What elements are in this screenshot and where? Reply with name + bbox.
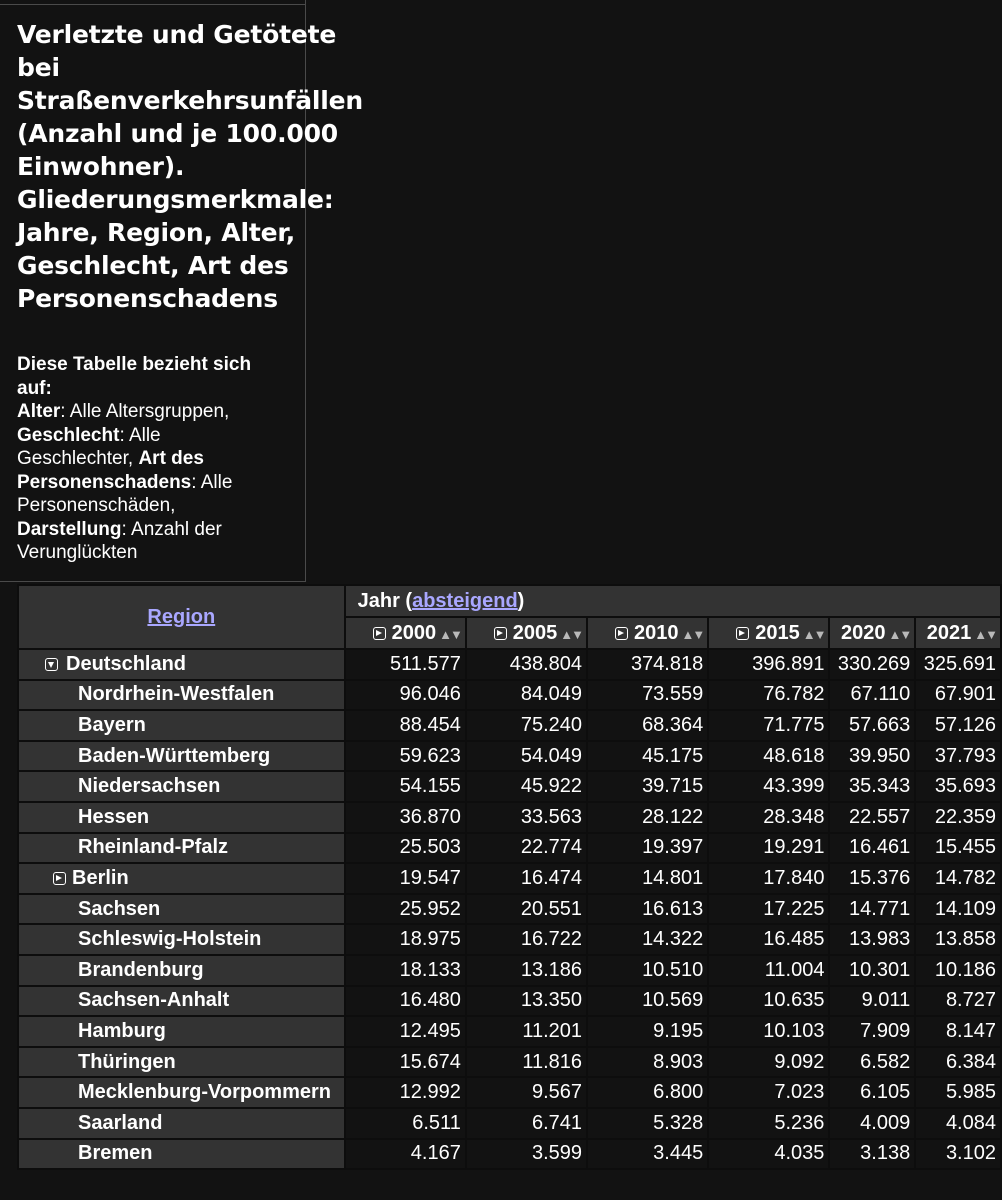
table-cell: 48.618: [708, 741, 829, 772]
table-cell: 15.674: [345, 1047, 466, 1078]
region-label: Bremen: [78, 1142, 153, 1165]
table-row: [18, 1016, 1001, 1047]
table-cell: 6.582: [829, 1047, 915, 1078]
table-cell: 76.782: [708, 680, 829, 711]
table-cell: 10.103: [708, 1016, 829, 1047]
table-row: [18, 1139, 1001, 1170]
table-cell: 84.049: [466, 680, 587, 711]
region-row-header: [18, 986, 345, 1017]
region-row-header[interactable]: [18, 649, 345, 680]
table-cell: 45.922: [466, 771, 587, 802]
table-cell: 5.236: [708, 1108, 829, 1139]
table-cell: 67.110: [829, 680, 915, 711]
table-cell: 6.741: [466, 1108, 587, 1139]
table-row: [18, 802, 1001, 833]
table-cell: 7.023: [708, 1077, 829, 1108]
table-cell: 19.547: [345, 863, 466, 894]
table-title: Verletzte und Getötete bei Straßenverkehrsunfällen (Anzahl und je 100.000 Einwohner). Gliederungsmerkmale: Jahre, Region, Alter, Geschlecht, Art des Personenschadens: [17, 20, 364, 313]
table-cell: 325.691: [915, 649, 1001, 680]
table-cell: 11.004: [708, 955, 829, 986]
table-cell: 9.567: [466, 1077, 587, 1108]
table-cell: 11.816: [466, 1047, 587, 1078]
table-row: [18, 1108, 1001, 1139]
table-cell: 43.399: [708, 771, 829, 802]
year-label: 2021: [926, 621, 972, 644]
table-cell: 13.858: [915, 924, 1001, 955]
table-cell: 14.782: [915, 863, 1001, 894]
region-label: Sachsen-Anhalt: [78, 989, 230, 1012]
table-cell: 17.840: [708, 863, 829, 894]
table-cell: 16.480: [345, 986, 466, 1017]
year-header-4[interactable]: [829, 617, 915, 649]
filter-value-geschlecht: : Alle Geschlechter,: [17, 424, 161, 469]
year-label: 2020: [840, 621, 886, 644]
table-cell: 12.495: [345, 1016, 466, 1047]
table-cell: 22.557: [829, 802, 915, 833]
table-cell: 10.569: [587, 986, 708, 1017]
year-group-header: [345, 585, 1001, 617]
sort-arrows-icon[interactable]: ▲▼: [974, 626, 996, 642]
table-cell: 28.348: [708, 802, 829, 833]
table-cell: 45.175: [587, 741, 708, 772]
region-row-header: [18, 710, 345, 741]
table-cell: 4.084: [915, 1108, 1001, 1139]
filter-label-geschlecht: Geschlecht: [17, 424, 120, 446]
region-row-header: [18, 924, 345, 955]
filter-label-darstellung: Darstellung: [17, 518, 122, 540]
table-row: [18, 955, 1001, 986]
table-cell: 3.102: [915, 1139, 1001, 1170]
region-label: Schleswig-Holstein: [78, 928, 262, 951]
region-row-header: [18, 1077, 345, 1108]
sort-arrows-icon[interactable]: ▲▼: [681, 626, 704, 642]
table-cell: 7.909: [829, 1016, 915, 1047]
sort-arrows-icon[interactable]: ▲▼: [888, 626, 911, 642]
sort-descending-link[interactable]: absteigend: [412, 589, 518, 612]
table-cell: 14.801: [587, 863, 708, 894]
region-label: Saarland: [78, 1111, 163, 1134]
table-row: [18, 710, 1001, 741]
table-row: [18, 771, 1001, 802]
table-cell: 4.035: [708, 1139, 829, 1170]
table-cell: 6.800: [587, 1077, 708, 1108]
table-cell: 10.186: [915, 955, 1001, 986]
data-table: [17, 584, 1002, 1170]
region-row-header: [18, 1047, 345, 1078]
table-cell: 28.122: [587, 802, 708, 833]
table-cell: 54.155: [345, 771, 466, 802]
region-label: Hessen: [78, 805, 150, 828]
table-cell: 75.240: [466, 710, 587, 741]
table-cell: 57.663: [829, 710, 915, 741]
table-cell: 15.455: [915, 833, 1001, 864]
table-cell: 8.727: [915, 986, 1001, 1017]
table-cell: 3.599: [466, 1139, 587, 1170]
table-cell: 13.350: [466, 986, 587, 1017]
table-cell: 14.322: [587, 924, 708, 955]
table-cell: 18.975: [345, 924, 466, 955]
table-cell: 8.903: [587, 1047, 708, 1078]
table-cell: 71.775: [708, 710, 829, 741]
table-row: [18, 924, 1001, 955]
expand-icon[interactable]: [53, 872, 66, 885]
region-label: Nordrhein-Westfalen: [78, 683, 275, 706]
table-cell: 25.952: [345, 894, 466, 925]
table-cell: 18.133: [345, 955, 466, 986]
table-cell: 22.359: [915, 802, 1001, 833]
table-cell: 20.551: [466, 894, 587, 925]
sort-arrows-icon[interactable]: ▲▼: [802, 626, 825, 642]
table-description: [17, 353, 279, 565]
sort-arrows-icon[interactable]: ▲▼: [560, 626, 583, 642]
table-cell: 14.771: [829, 894, 915, 925]
table-cell: 39.950: [829, 741, 915, 772]
table-cell: 19.397: [587, 833, 708, 864]
region-sort-link[interactable]: Region: [147, 605, 216, 628]
table-cell: 6.511: [345, 1108, 466, 1139]
table-cell: 35.343: [829, 771, 915, 802]
data-table-container: [17, 584, 1002, 1170]
description-intro: Diese Tabelle bezieht sich auf:: [17, 354, 252, 399]
region-label: Thüringen: [78, 1050, 176, 1073]
table-cell: 16.722: [466, 924, 587, 955]
filter-label-art: Art des Personenschadens: [17, 448, 204, 493]
table-cell: 14.109: [915, 894, 1001, 925]
table-cell: 19.291: [708, 833, 829, 864]
table-cell: 396.891: [708, 649, 829, 680]
expand-icon[interactable]: [494, 627, 507, 640]
table-cell: 6.105: [829, 1077, 915, 1108]
year-header-5[interactable]: [915, 617, 1001, 649]
table-cell: 11.201: [466, 1016, 587, 1047]
table-cell: 9.092: [708, 1047, 829, 1078]
table-cell: 9.195: [587, 1016, 708, 1047]
expand-icon[interactable]: [736, 627, 749, 640]
table-cell: 330.269: [829, 649, 915, 680]
table-cell: 3.138: [829, 1139, 915, 1170]
year-header-1[interactable]: [466, 617, 587, 649]
region-row-header: [18, 1108, 345, 1139]
collapse-icon[interactable]: [45, 658, 58, 671]
year-group-suffix: ): [517, 589, 525, 612]
table-row: [18, 741, 1001, 772]
table-cell: 33.563: [466, 802, 587, 833]
region-row-header: [18, 894, 345, 925]
region-row-header: [18, 802, 345, 833]
region-label: Bayern: [78, 713, 146, 736]
table-cell: 438.804: [466, 649, 587, 680]
region-label: Baden-Württemberg: [78, 744, 271, 767]
table-row: [18, 894, 1001, 925]
region-row-header: [18, 1016, 345, 1047]
region-label: Niedersachsen: [78, 775, 221, 798]
expand-icon[interactable]: [373, 627, 386, 640]
table-cell: 13.186: [466, 955, 587, 986]
region-row-header: [18, 955, 345, 986]
table-cell: 68.364: [587, 710, 708, 741]
table-cell: 67.901: [915, 680, 1001, 711]
table-cell: 39.715: [587, 771, 708, 802]
table-cell: 5.985: [915, 1077, 1001, 1108]
table-cell: 16.474: [466, 863, 587, 894]
filter-value-alter: : Alle Altersgruppen,: [60, 401, 230, 422]
region-label: Berlin: [72, 866, 129, 889]
table-cell: 4.009: [829, 1108, 915, 1139]
table-cell: 374.818: [587, 649, 708, 680]
region-row-header: [18, 833, 345, 864]
table-cell: 16.485: [708, 924, 829, 955]
table-cell: 8.147: [915, 1016, 1001, 1047]
table-cell: 16.613: [587, 894, 708, 925]
year-label: 2015: [755, 621, 800, 644]
table-cell: 54.049: [466, 741, 587, 772]
region-label: Deutschland: [66, 652, 187, 675]
year-label: 2005: [512, 621, 558, 644]
region-row-header: [18, 680, 345, 711]
table-cell: 3.445: [587, 1139, 708, 1170]
filter-label-alter: Alter: [17, 401, 61, 422]
table-row: [18, 986, 1001, 1017]
table-cell: 4.167: [345, 1139, 466, 1170]
table-cell: 6.384: [915, 1047, 1001, 1078]
table-cell: 10.301: [829, 955, 915, 986]
table-info-panel: [0, 0, 364, 582]
table-cell: 9.011: [829, 986, 915, 1017]
region-row-header: [18, 1139, 345, 1170]
table-cell: 511.577: [345, 649, 466, 680]
table-cell: 17.225: [708, 894, 829, 925]
table-cell: 5.328: [587, 1108, 708, 1139]
table-row: [18, 649, 1001, 680]
year-label: 2010: [634, 621, 679, 644]
table-cell: 13.983: [829, 924, 915, 955]
year-header-2[interactable]: [587, 617, 708, 649]
table-cell: 10.635: [708, 986, 829, 1017]
region-row-header: [18, 741, 345, 772]
table-row: [18, 680, 1001, 711]
table-row: [18, 863, 1001, 894]
table-cell: 12.992: [345, 1077, 466, 1108]
table-cell: 37.793: [915, 741, 1001, 772]
region-label: Mecklenburg-Vorpommern: [78, 1081, 331, 1104]
year-header-0[interactable]: [345, 617, 466, 649]
table-cell: 16.461: [829, 833, 915, 864]
region-column-header: [18, 585, 345, 649]
filter-value-art: : Alle Personenschäden,: [17, 471, 233, 516]
expand-icon[interactable]: [615, 627, 628, 640]
region-label: Hamburg: [78, 1019, 166, 1042]
year-label: 2000: [391, 621, 437, 644]
table-cell: 96.046: [345, 680, 466, 711]
table-cell: 15.376: [829, 863, 915, 894]
table-cell: 73.559: [587, 680, 708, 711]
table-cell: 59.623: [345, 741, 466, 772]
region-label: Sachsen: [78, 897, 161, 920]
filter-value-darstellung: : Anzahl der Verunglückten: [17, 518, 222, 563]
region-row-header: [18, 771, 345, 802]
region-label: Rheinland-Pfalz: [78, 836, 229, 859]
table-cell: 88.454: [345, 710, 466, 741]
region-row-header[interactable]: [18, 863, 345, 894]
year-group-label: Jahr (: [357, 589, 413, 612]
table-cell: 25.503: [345, 833, 466, 864]
table-row: [18, 1077, 1001, 1108]
region-label: Brandenburg: [78, 958, 204, 981]
table-cell: 10.510: [587, 955, 708, 986]
table-cell: 57.126: [915, 710, 1001, 741]
table-cell: 22.774: [466, 833, 587, 864]
sort-arrows-icon[interactable]: ▲▼: [439, 626, 461, 642]
divider: [0, 4, 306, 5]
table-row: [18, 1047, 1001, 1078]
year-header-3[interactable]: [708, 617, 829, 649]
table-cell: 36.870: [345, 802, 466, 833]
table-cell: 35.693: [915, 771, 1001, 802]
table-row: [18, 833, 1001, 864]
